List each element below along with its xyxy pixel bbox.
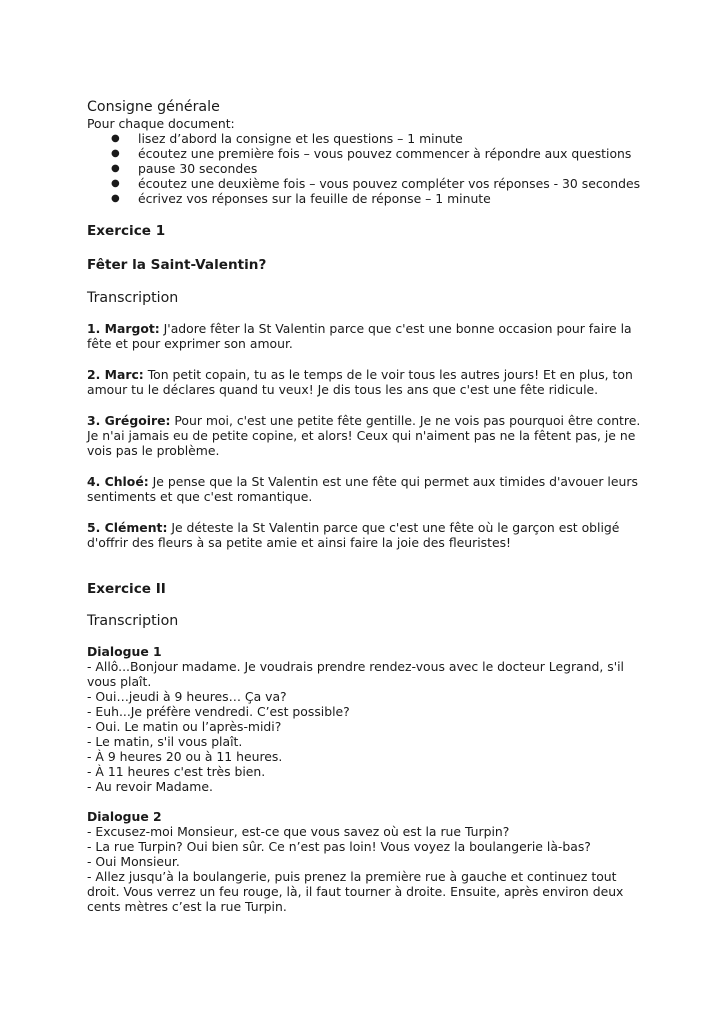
dialogue1-title: Dialogue 1: [87, 644, 162, 659]
dialogue2-title: Dialogue 2: [87, 809, 162, 824]
speaker-name: 3. Grégoire:: [87, 413, 171, 428]
dialogue-line: - Euh...Je préfère vendredi. C’est possible?: [87, 704, 350, 719]
dialogue-line: - Excusez-moi Monsieur, est-ce que vous savez où est la rue Turpin?: [87, 824, 510, 839]
ex1-item-clement: 5. Clément: Je déteste la St Valentin parce que c'est une fête où le garçon est obligé d'offrir des fleurs à sa petite amie et ainsi faire la joie des fleuristes!: [87, 520, 620, 550]
ex1-item-gregoire: 3. Grégoire: Pour moi, c'est une petite fête gentille. Je ne vois pas pourquoi être contre. Je n'ai jamais eu de petite copine, et alors! Ceux qui n'aiment pas ne la fêtent pas, je ne vois pas le problème.: [87, 413, 641, 458]
dialogue-line: - Allez jusqu’à la boulangerie, puis prenez la première rue à gauche et continuez tout droit. Vous verrez un feu rouge, là, il faut tourner à droite. Ensuite, après environ deux cents mètres c’est la rue Turpin.: [87, 869, 624, 914]
consigne-intro: Pour chaque document:: [87, 116, 235, 131]
consigne-list: [87, 131, 647, 206]
dialogue-line: - Le matin, s'il vous plaît.: [87, 734, 243, 749]
dialogue-line: - Au revoir Madame.: [87, 779, 213, 794]
ex2-transcription-heading: Transcription: [87, 613, 179, 629]
dialogue-line: - La rue Turpin? Oui bien sûr. Ce n’est pas loin! Vous voyez la boulangerie là-bas?: [87, 839, 591, 854]
dialogue-line: - À 11 heures c'est très bien.: [87, 764, 266, 779]
bullet-icon: ●: [111, 148, 120, 159]
bullet-icon: ●: [111, 133, 120, 144]
speaker-name: 5. Clément:: [87, 520, 168, 535]
list-item: ● pause 30 secondes: [111, 161, 258, 176]
ex1-item-marc: 2. Marc: Ton petit copain, tu as le temps de le voir tous les autres jours! Et en plus, ton amour tu le déclares quand tu veux! Je dis tous les ans que c'est une fête ridicule.: [87, 367, 633, 397]
speaker-name: 1. Margot:: [87, 321, 160, 336]
list-item: ● écoutez une deuxième fois – vous pouvez compléter vos réponses - 30 secondes: [111, 176, 641, 191]
ex1-item-margot: 1. Margot: J'adore fêter la St Valentin parce que c'est une bonne occasion pour faire la fête et pour exprimer son amour.: [87, 321, 632, 351]
bullet-icon: ●: [111, 178, 120, 189]
list-item: ● écoutez une première fois – vous pouvez commencer à répondre aux questions: [111, 146, 632, 161]
list-item: ● écrivez vos réponses sur la feuille de réponse – 1 minute: [111, 191, 491, 206]
bullet-icon: ●: [111, 193, 120, 204]
dialogue-line: - Allô...Bonjour madame. Je voudrais prendre rendez-vous avec le docteur Legrand, s'il vous plaît.: [87, 659, 624, 689]
dialogue-line: - À 9 heures 20 ou à 11 heures.: [87, 749, 283, 764]
ex1-transcription-heading: Transcription: [87, 290, 179, 306]
speaker-name: 4. Chloé:: [87, 474, 149, 489]
speaker-name: 2. Marc:: [87, 367, 144, 382]
ex2-title: Exercice II: [87, 581, 166, 597]
ex1-item-chloe: 4. Chloé: Je pense que la St Valentin est une fête qui permet aux timides d'avouer leurs sentiments et que c'est romantique.: [87, 474, 638, 504]
consigne-title: Consigne générale: [87, 99, 220, 115]
dialogue-line: - Oui Monsieur.: [87, 854, 180, 869]
list-item: ● lisez d’abord la consigne et les questions – 1 minute: [111, 131, 463, 146]
bullet-icon: ●: [111, 163, 120, 174]
dialogue-line: - Oui. Le matin ou l’après-midi?: [87, 719, 282, 734]
dialogue-line: - Oui…jeudi à 9 heures… Ça va?: [87, 689, 287, 704]
ex1-subtitle: Fêter la Saint-Valentin?: [87, 257, 267, 273]
ex1-title: Exercice 1: [87, 223, 166, 239]
document-page: [87, 98, 647, 914]
